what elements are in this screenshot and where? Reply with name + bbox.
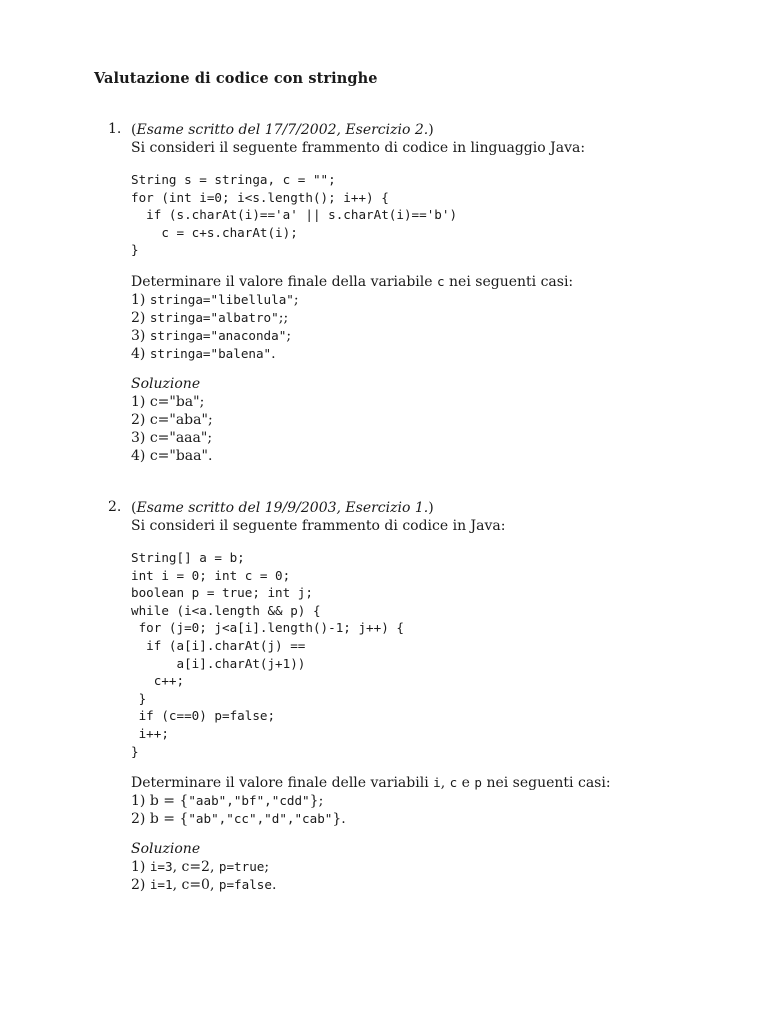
solution-item: 3) c="aaa"; <box>131 429 213 446</box>
case-item: 2) b = {"ab","cc","d","cab"}. <box>131 811 346 828</box>
exercise-body <box>131 499 751 894</box>
code-line: c++; <box>131 673 185 689</box>
code-line: } <box>131 743 139 759</box>
code-line: if (s.charAt(i)=='a' || s.charAt(i)=='b') <box>131 207 458 223</box>
solution-item: 1) c="ba"; <box>131 393 205 410</box>
exercise-intro: Si consideri il seguente frammento di codice in linguaggio Java: <box>131 140 586 156</box>
code-line: int i = 0; int c = 0; <box>131 567 291 583</box>
case-item: 4) stringa="balena". <box>131 345 276 362</box>
case-item: 3) stringa="anaconda"; <box>131 327 292 344</box>
question-text: Determinare il valore finale delle variabili i, c e p nei seguenti casi: <box>131 775 611 792</box>
exercise-source: (Esame scritto del 17/7/2002, Esercizio 2.) <box>131 122 434 138</box>
code-line: if (c==0) p=false; <box>131 708 276 724</box>
exercise-number: 2. <box>108 499 122 515</box>
case-item: 2) stringa="albatro";; <box>131 309 289 326</box>
code-block <box>131 171 751 259</box>
solution-item: 2) i=1, c=0, p=false. <box>131 877 277 894</box>
code-line: boolean p = true; int j; <box>131 585 313 601</box>
solution-item: 4) c="baa". <box>131 447 213 464</box>
code-line: i++; <box>131 725 169 741</box>
code-line: a[i].charAt(j+1)) <box>131 655 306 671</box>
code-line: for (j=0; j<a[i].length()-1; j++) { <box>131 620 404 636</box>
case-item: 1) b = {"aab","bf","cdd"}; <box>131 793 324 810</box>
code-line: String[] a = b; <box>131 550 245 565</box>
exercise-number: 1. <box>108 121 122 137</box>
code-line: while (i<a.length && p) { <box>131 602 321 618</box>
exercise-intro: Si consideri il seguente frammento di codice in Java: <box>131 518 506 534</box>
page-title: Valutazione di codice con stringhe <box>94 70 378 87</box>
case-item: 1) stringa="libellula"; <box>131 291 299 308</box>
exercise-source: (Esame scritto del 19/9/2003, Esercizio 1.) <box>131 500 434 516</box>
code-line: c = c+s.charAt(i); <box>131 224 298 240</box>
exercise-body <box>131 121 751 465</box>
solution-item: 1) i=3, c=2, p=true; <box>131 859 270 876</box>
code-line: if (a[i].charAt(j) == <box>131 637 306 653</box>
solution-label: Soluzione <box>131 375 201 392</box>
solution-item: 2) c="aba"; <box>131 411 213 428</box>
code-block <box>131 549 751 760</box>
question-text: Determinare il valore finale della variabile c nei seguenti casi: <box>131 273 574 290</box>
code-line: String s = stringa, c = ""; <box>131 172 336 187</box>
solution-label: Soluzione <box>131 841 201 858</box>
code-line: } <box>131 690 147 706</box>
code-line: } <box>131 242 139 258</box>
code-line: for (int i=0; i<s.length(); i++) { <box>131 189 389 205</box>
